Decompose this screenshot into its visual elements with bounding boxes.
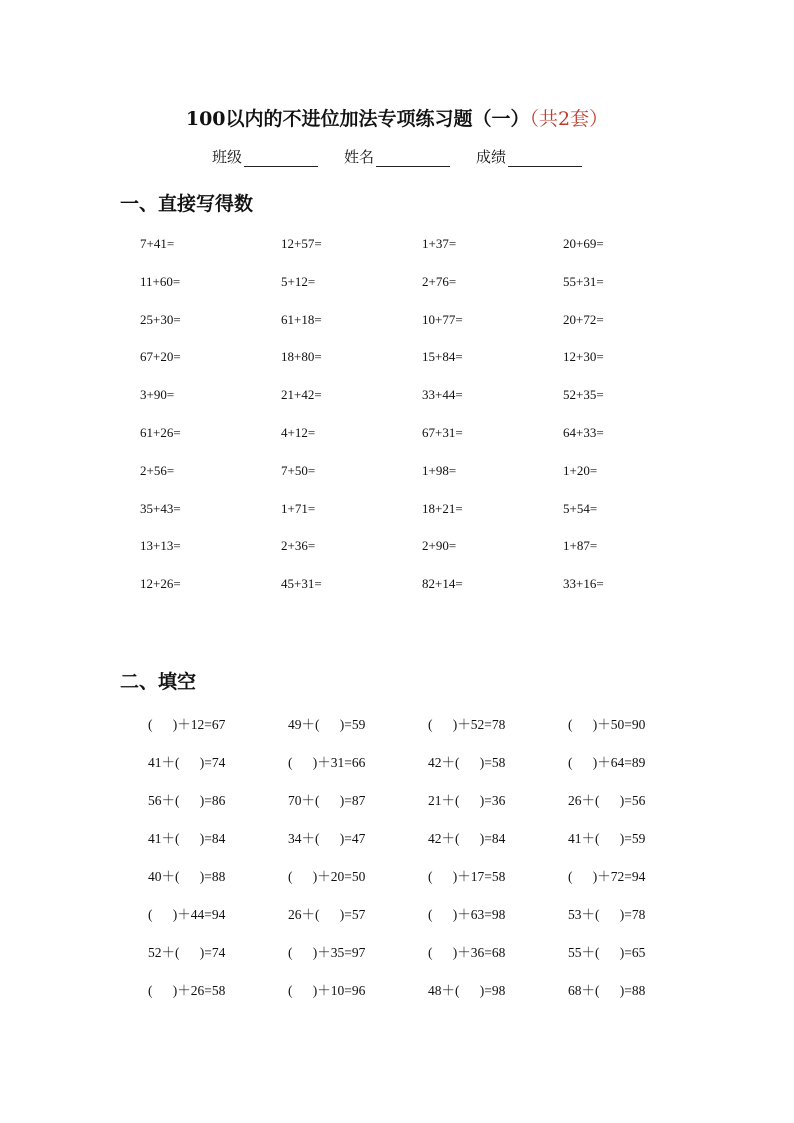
section2-problem-grid [148, 713, 708, 1017]
section2-problem: 41＋( )=59 [568, 831, 646, 846]
score-blank[interactable] [508, 148, 582, 167]
section1-problem: 64+33= [563, 424, 604, 440]
section2-problem: 40＋( )=88 [148, 869, 226, 884]
section1-problem: 1+20= [563, 462, 598, 478]
section2-problem: ( )＋64=89 [568, 755, 646, 770]
section2-problem: 56＋( )=86 [148, 793, 226, 808]
section1-problem: 5+54= [563, 500, 598, 516]
section1-problem: 45+31= [281, 576, 322, 592]
section2-problem: ( )＋36=68 [428, 945, 506, 960]
section1-problem: 13+13= [140, 538, 181, 554]
section1-problem: 33+16= [563, 576, 604, 592]
section2-problem: ( )＋44=94 [148, 907, 226, 922]
section2-problem: 42＋( )=58 [428, 755, 506, 770]
student-info-row [0, 146, 794, 167]
name-label: 姓名 [343, 148, 374, 166]
section2-problem: 70＋( )=87 [288, 793, 366, 808]
section1-problem: 35+43= [140, 500, 181, 516]
section1-problem: 12+30= [563, 349, 604, 365]
section1-problem: 20+69= [563, 236, 604, 251]
section2-problem: 49＋( )=59 [288, 717, 366, 732]
section1-problem: 20+72= [563, 311, 604, 327]
title-note: （共2套） [529, 108, 609, 130]
section2-problem: ( )＋52=78 [428, 717, 506, 732]
section1-problem: 7+50= [281, 462, 316, 478]
title-main: 100以内的不进位加法专项练习题（一） [185, 108, 530, 130]
section2-problem: 41＋( )=84 [148, 831, 226, 846]
section1-problem: 7+41= [140, 236, 175, 251]
class-label: 班级 [211, 148, 242, 166]
section2-problem: ( )＋63=98 [428, 907, 506, 922]
section2-problem: ( )＋12=67 [148, 717, 226, 732]
section2-problem: ( )＋26=58 [148, 983, 226, 998]
section2-heading: 二、填空 [120, 671, 197, 693]
section1-heading: 一、直接写得数 [120, 193, 254, 215]
name-blank[interactable] [376, 148, 450, 167]
section2-problem: ( )＋31=66 [288, 755, 366, 770]
section2-problem: 52＋( )=74 [148, 945, 226, 960]
section2-problem: ( )＋50=90 [568, 717, 646, 732]
section1-problem: 5+12= [281, 273, 316, 289]
page-title [0, 104, 794, 131]
score-label: 成绩 [476, 148, 507, 166]
section2-problem: 68＋( )=88 [568, 983, 646, 998]
section1-problem: 2+76= [422, 273, 457, 289]
section2-problem: ( )＋20=50 [288, 869, 366, 884]
section1-problem: 1+98= [422, 462, 457, 478]
section2-problem: 26＋( )=56 [568, 793, 646, 808]
class-field[interactable] [212, 146, 318, 167]
section1-problem: 61+18= [281, 311, 322, 327]
class-blank[interactable] [244, 148, 318, 167]
section1-problem: 15+84= [422, 349, 463, 365]
section1-problem: 18+80= [281, 349, 322, 365]
section1-problem: 11+60= [140, 273, 181, 289]
section2-problem: 41＋( )=74 [148, 755, 226, 770]
section2-problem: ( )＋10=96 [288, 983, 366, 998]
section1-problem: 18+21= [422, 500, 463, 516]
section2-problem: 42＋( )=84 [428, 831, 506, 846]
section2-problem: 53＋( )=78 [568, 907, 646, 922]
section1-problem: 55+31= [563, 273, 604, 289]
section2-problem: ( )＋35=97 [288, 945, 366, 960]
section1-problem: 25+30= [140, 311, 181, 327]
section1-problem: 12+57= [281, 236, 322, 251]
section1-problem-grid [140, 236, 704, 614]
section1-problem: 1+71= [281, 500, 316, 516]
section1-problem: 67+20= [140, 349, 181, 365]
section1-problem: 1+37= [422, 236, 457, 251]
section2-problem: ( )＋72=94 [568, 869, 646, 884]
section1-problem: 67+31= [422, 424, 463, 440]
section1-problem: 2+90= [422, 538, 457, 554]
section1-problem: 33+44= [422, 387, 463, 403]
section1-problem: 52+35= [563, 387, 604, 403]
section2-problem: 34＋( )=47 [288, 831, 366, 846]
section2-problem: 26＋( )=57 [288, 907, 366, 922]
section2-problem: ( )＋17=58 [428, 869, 506, 884]
name-field[interactable] [344, 146, 450, 167]
section1-problem: 2+36= [281, 538, 316, 554]
section1-problem: 82+14= [422, 576, 463, 592]
section1-problem: 2+56= [140, 462, 175, 478]
section1-problem: 61+26= [140, 424, 181, 440]
score-field[interactable] [476, 146, 582, 167]
section1-problem: 10+77= [422, 311, 463, 327]
section1-problem: 3+90= [140, 387, 175, 403]
section1-problem: 21+42= [281, 387, 322, 403]
section2-problem: 48＋( )=98 [428, 983, 506, 998]
section1-problem: 4+12= [281, 424, 316, 440]
section1-problem: 1+87= [563, 538, 598, 554]
section2-problem: 21＋( )=36 [428, 793, 506, 808]
section1-problem: 12+26= [140, 576, 181, 592]
section2-problem: 55＋( )=65 [568, 945, 646, 960]
